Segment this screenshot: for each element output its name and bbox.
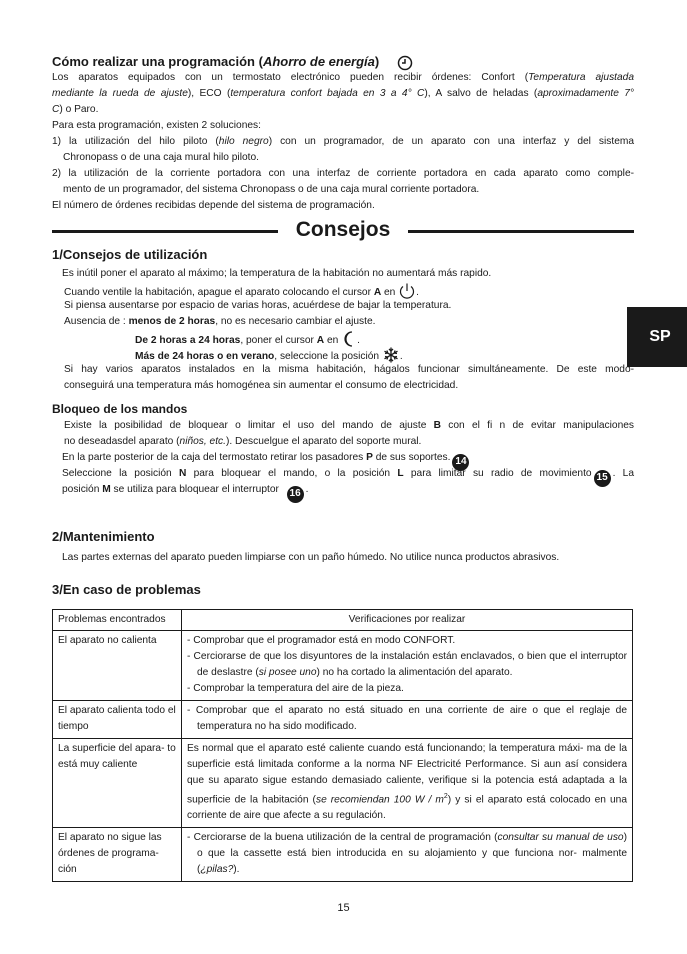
- check-cell: - Comprobar que el programador está en modo CONFORT. - Cerciorarse de que los disyuntores de la instalación están enclavados, o bien que el interruptor de deslastre (si posee uno) no ha cortado la alimentación del aparato. - Comprobar la temperatura del aire de la pieza.: [182, 631, 633, 701]
- programming-line-8: mento de un programador, del sistema Chronopass o de una caja mural corriente portadora.: [63, 184, 480, 195]
- check-cell: - Comprobar que el aparato no está situado en una corriente de aire o que el reglaje de temperatura no ha sido modificado.: [182, 701, 633, 739]
- usage-line-7: Si hay varios aparatos instalados en la misma habitación, hágalos funcionar simultáneamente. De este modo-: [64, 364, 634, 375]
- usage-line-2: Cuando ventile la habitación, apague el aparato colocando el cursor A en .: [64, 282, 419, 306]
- programming-line-6: Chronopass o de una caja mural hilo piloto.: [63, 152, 259, 163]
- maintenance-title: 2/Mantenimiento: [52, 529, 155, 544]
- check-cell: Es normal que el aparato esté caliente cuando está funcionando; la temperatura máxi- ma de la superficie está limitada conforme a la norma NF Electricité Performance. Si aun así considera que su aparato sigue estando demasiado caliente, verifique si la potencia está adaptada a la superficie de la habitación (se recomiendan 100 W / $m^2$) y si el aparato está colocado en una corriente de aire que afecte a su regulación.: [182, 739, 633, 828]
- page-number: 15: [337, 902, 350, 914]
- programming-line-3: C) o Paro.: [52, 104, 99, 115]
- table-row: [53, 739, 633, 828]
- programming-title: Cómo realizar una programación (Ahorro de energía): [52, 54, 413, 74]
- troubleshooting-table: [52, 609, 633, 882]
- usage-line-5: De 2 horas a 24 horas, poner el cursor A en .: [135, 330, 360, 354]
- troubleshooting-title: 3/En caso de problemas: [52, 582, 201, 597]
- problem-cell: La superficie del apara- to está muy caliente: [53, 739, 182, 828]
- lock-line-4: Seleccione la posición N para bloquear el mando, o la posición L para limitar su radio de movimiento 15 . La: [62, 466, 634, 487]
- banner-title: Consejos: [295, 218, 391, 241]
- problem-cell: El aparato no calienta: [53, 631, 182, 701]
- lock-line-2: no deseadasdel aparato (niños, etc.). Descuelgue el aparato del soporte mural.: [64, 436, 422, 447]
- usage-title: 1/Consejos de utilización: [52, 247, 208, 262]
- problem-cell: El aparato calienta todo el tiempo: [53, 701, 182, 739]
- header-problems: Problemas encontrados: [53, 610, 182, 631]
- table-row: [53, 631, 633, 701]
- programming-line-4: Para esta programación, existen 2 soluciones:: [52, 120, 261, 131]
- figure-badge-16: 16: [287, 486, 304, 503]
- lock-title: Bloqueo de los mandos: [52, 402, 188, 416]
- programming-line-5: 1) la utilización del hilo piloto (hilo negro) con un programador, de un aparato con una interfaz y del sistema: [52, 136, 635, 147]
- lock-line-3: En la parte posterior de la caja del termostato retirar los pasadores P de sus soportes. 14: [62, 450, 471, 471]
- programming-line-2: mediante la rueda de ajuste), ECO (temperatura confort bajada en 3 a 4° C), A salvo de heladas (aproximadamente 7°: [52, 88, 634, 99]
- lock-line-1: Existe la posibilidad de bloquear o limitar el uso del mando de ajuste B con el fi n de evitar manipulaciones: [64, 420, 634, 431]
- maintenance-text: Las partes externas del aparato pueden limpiarse con un paño húmedo. No utilice nunca productos abrasivos.: [62, 552, 560, 563]
- table-row: [53, 701, 633, 739]
- table-row: [53, 828, 633, 882]
- header-checks: Verificaciones por realizar: [182, 610, 633, 631]
- check-cell: - Cerciorarse de la buena utilización de la central de programación (consultar su manual de uso) o que la cassette está bien introducida en su alojamiento y que funciona nor- malmente (¿pilas?).: [182, 828, 633, 882]
- usage-line-4: Ausencia de : menos de 2 horas, no es necesario cambiar el ajuste.: [64, 316, 376, 327]
- usage-line-8: conseguirá una temperatura más homogénea sin aumentar el consumo de electricidad.: [64, 380, 459, 391]
- table-header-row: [53, 610, 633, 631]
- programming-line-1: Los aparatos equipados con un termostato electrónico pueden recibir órdenes: Confort (Temperatura ajustada: [52, 72, 634, 83]
- usage-line-3: Si piensa ausentarse por espacio de varias horas, acuérdese de bajar la temperatura.: [64, 300, 452, 311]
- usage-line-1: Es inútil poner el aparato al máximo; la temperatura de la habitación no aumentará más rapido.: [62, 268, 492, 279]
- lock-line-5: posición M se utiliza para bloquear el interruptor 16 .: [62, 482, 308, 503]
- figure-badge-14: 14: [452, 454, 469, 471]
- figure-badge-15: 15: [594, 470, 611, 487]
- consejos-banner: [52, 217, 634, 243]
- programming-line-9: El número de órdenes recibidas depende del sistema de programación.: [52, 200, 375, 211]
- language-tab: SP: [627, 307, 687, 367]
- programming-line-7: 2) la utilización de la corriente portadora con una interfaz de corriente portadora en cada aparato como comple-: [52, 168, 634, 179]
- usage-line-6: Más de 24 horas o en verano, seleccione la posición .: [135, 346, 403, 370]
- problem-cell: El aparato no sigue las órdenes de programa- ción: [53, 828, 182, 882]
